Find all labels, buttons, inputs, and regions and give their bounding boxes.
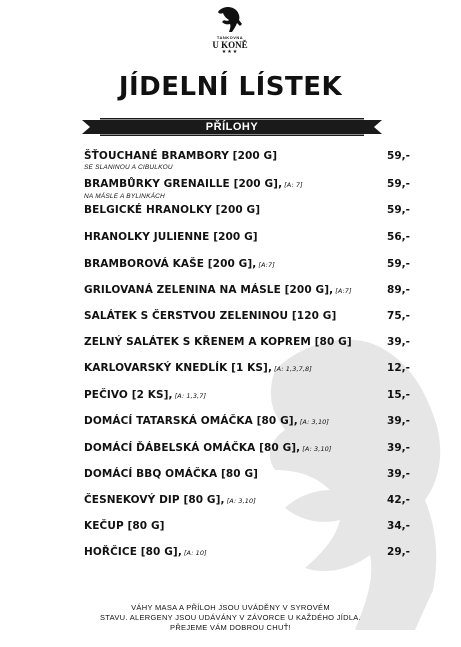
logo-name: U KONĚ xyxy=(212,40,248,50)
menu-item-title: PEČIVO [2 KS], xyxy=(84,388,173,401)
menu-item-title: HOŘČICE [80 G], xyxy=(84,546,182,558)
menu-item-allergens: [A:7] xyxy=(258,260,275,269)
menu-item-price: 29,- xyxy=(387,546,410,558)
menu-item-name xyxy=(84,336,410,349)
menu-item-title: DOMÁCÍ TATARSKÁ OMÁČKA [80 G], xyxy=(84,415,298,427)
menu-item-name xyxy=(84,468,410,481)
menu-item-price: 59,- xyxy=(387,257,410,270)
menu-item xyxy=(84,178,410,201)
menu-item xyxy=(84,310,410,323)
menu-item-price: 39,- xyxy=(387,468,410,480)
menu-item xyxy=(84,442,410,456)
menu-item-allergens: [A: 7] xyxy=(284,180,303,189)
menu-item-title: DOMÁCÍ ĎÁBELSKÁ OMÁČKA [80 G], xyxy=(84,441,301,454)
menu-item xyxy=(84,415,410,429)
menu-item xyxy=(84,494,410,508)
menu-item-price: 59,- xyxy=(387,204,410,216)
menu-item-price: 39,- xyxy=(387,415,410,427)
menu-item-title: KARLOVARSKÝ KNEDLÍK [1 KS], xyxy=(84,362,273,374)
menu-item-title: SALÁTEK S ČERSTVOU ZELENINOU [120 G] xyxy=(84,310,337,322)
menu-item-name xyxy=(84,546,410,560)
menu-item-name xyxy=(84,389,410,403)
menu-item-allergens: [A: 3,10] xyxy=(226,497,256,505)
menu-item-title: ŠŤOUCHANÉ BRAMBORY [200 G] xyxy=(84,150,278,162)
menu-item-price: 42,- xyxy=(387,494,410,506)
menu-item-title: BRAMBOROVÁ KAŠE [200 G], xyxy=(84,257,257,270)
menu-item-price: 39,- xyxy=(387,441,410,454)
menu-item-allergens: [A: 3,10] xyxy=(299,418,330,426)
menu-item xyxy=(84,546,410,560)
menu-item-name xyxy=(84,362,410,376)
menu-item-name xyxy=(84,204,410,217)
restaurant-logo xyxy=(200,6,260,55)
section-title: PŘÍLOHY xyxy=(205,121,259,133)
menu-item-price: 12,- xyxy=(387,362,410,374)
menu-item xyxy=(84,204,410,217)
menu-item-allergens: [A: 10] xyxy=(183,549,207,557)
menu-item xyxy=(84,258,410,272)
menu-item xyxy=(84,389,410,403)
menu-item-name xyxy=(84,520,410,533)
menu-item-title: BRAMBŮRKY GRENAILLE [200 G], xyxy=(84,177,283,190)
menu-item-allergens: [A: 3,10] xyxy=(302,444,332,453)
menu-item-name xyxy=(84,442,410,456)
menu-item-title: ZELNÝ SALÁTEK S KŘENEM A KOPREM [80 G] xyxy=(84,336,352,348)
menu-item-title: DOMÁCÍ BBQ OMÁČKA [80 G] xyxy=(84,468,259,480)
menu-item-allergens: [A: 1,3,7,8] xyxy=(274,365,312,373)
menu-item-description: NA MÁSLE A BYLINKÁCH xyxy=(84,192,165,200)
section-banner xyxy=(82,118,382,136)
menu-item-price: 39,- xyxy=(387,336,410,348)
menu-item-name xyxy=(84,150,410,163)
menu-item-price: 34,- xyxy=(387,520,410,532)
menu-item-title: KEČUP [80 G] xyxy=(84,520,165,532)
menu-item xyxy=(84,336,410,349)
menu-item-allergens: [A: 1,3,7] xyxy=(174,391,207,400)
menu-item-title: ČESNEKOVÝ DIP [80 G], xyxy=(84,494,225,506)
menu-item-price: 15,- xyxy=(387,388,410,401)
footer-note xyxy=(0,603,461,633)
page-title: JÍDELNÍ LÍSTEK xyxy=(118,72,343,102)
menu-item-name xyxy=(84,178,410,192)
menu-item-price: 59,- xyxy=(387,150,410,162)
menu-item-allergens: [A:7] xyxy=(335,286,352,295)
menu-item-name xyxy=(84,494,410,508)
menu-item-name xyxy=(84,284,410,298)
footer-line: STAVU. ALERGENY JSOU UDÁVÁNY V ZÁVORCE U KAŽDÉHO JÍDLA. xyxy=(99,613,361,622)
menu-item xyxy=(84,520,410,533)
menu-item-title: GRILOVANÁ ZELENINA NA MÁSLE [200 G], xyxy=(84,283,334,296)
menu-item-title: HRANOLKY JULIENNE [200 G] xyxy=(84,230,258,243)
menu-item-name xyxy=(84,415,410,429)
menu-item xyxy=(84,150,410,172)
menu-item xyxy=(84,362,410,376)
horse-icon xyxy=(215,6,245,34)
menu-item-name xyxy=(84,310,410,323)
menu-item-title: BELGICKÉ HRANOLKY [200 G] xyxy=(84,204,261,216)
menu-item-price: 75,- xyxy=(387,310,410,322)
menu-item xyxy=(84,468,410,481)
footer-line: PŘEJEME VÁM DOBROU CHUŤ! xyxy=(170,623,291,632)
footer-line: VÁHY MASA A PŘÍLOH JSOU UVÁDĚNY V SYROVÉM xyxy=(131,603,330,612)
menu-item-name xyxy=(84,231,410,244)
menu-item-price: 89,- xyxy=(387,283,410,296)
menu-item xyxy=(84,284,410,298)
menu-item-name xyxy=(84,258,410,272)
logo-stars: ★★★ xyxy=(221,49,239,55)
menu-item xyxy=(84,231,410,244)
menu-item-price: 56,- xyxy=(387,230,410,243)
menu-item-price: 59,- xyxy=(387,177,410,190)
logo-subtitle: TANKOVNA xyxy=(216,35,244,40)
menu-item-description: SE SLANINOU A CIBULKOU xyxy=(84,164,173,171)
